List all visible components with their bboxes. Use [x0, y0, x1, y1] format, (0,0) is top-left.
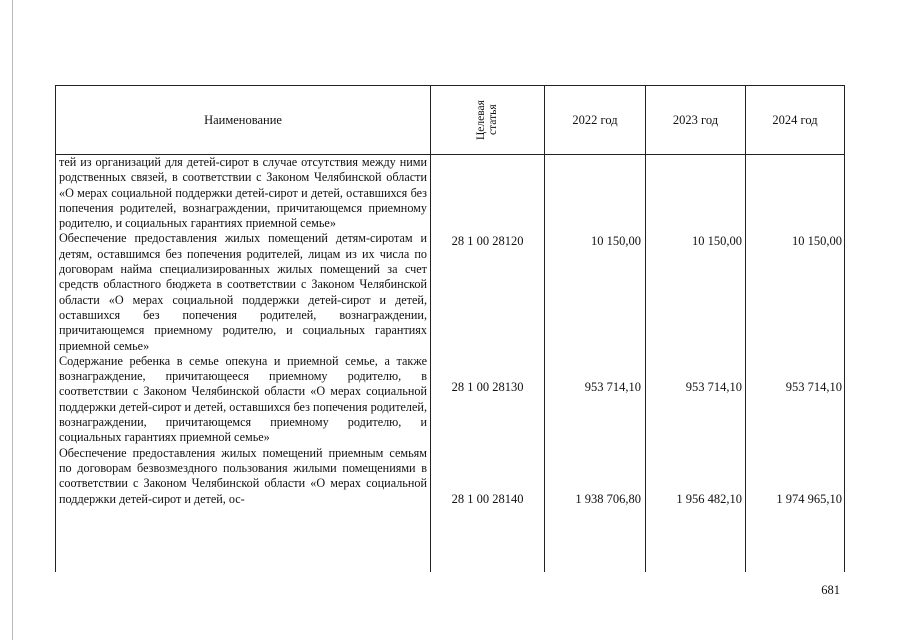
budget-table	[55, 85, 845, 572]
header-2022-label: 2022 год	[572, 112, 618, 127]
header-code-label: Целевая статья	[474, 100, 499, 140]
page-number: 681	[821, 583, 840, 597]
row-1-2022: 10 150,00	[591, 234, 641, 248]
row-3-code: 28 1 00 28140	[451, 492, 524, 506]
row-1-code: 28 1 00 28120	[451, 234, 524, 248]
header-2022	[545, 86, 645, 154]
header-2023	[646, 86, 745, 154]
row-3-2023: 1 956 482,10	[676, 492, 742, 506]
row-1-2024: 10 150,00	[792, 234, 842, 248]
row-2-code: 28 1 00 28130	[451, 380, 524, 394]
scan-left-edge	[12, 0, 13, 640]
row-2-2024: 953 714,10	[785, 380, 842, 394]
name-column-text: тей из организаций для детей-сирот в случае отсутствия между ними родственных связей, в соответствии с Законом Челябинской области «О мерах социальной поддержки детей-сирот и детей, оставшихся без попечения родителей, вознаграждении, причитающемся приемному родителю, и социальных гарантиях приемной семье» Обеспечение предоставления жилых помещений детям-сиротам и детям, оставшимся без попечения родителей, лицам из их числа по договорам найма специализированных жилых помещений за счет средств областного бюджета в соответствии с Законом Челябинской области «О мерах социальной поддержки детей-сирот и детей, оставшихся без попечения родителей, вознаграждении, причитающемся приемному родителю, и социальных гарантиях приемной семье» Содержание ребенка в семье опекуна и приемной семье, а также вознаграждение, причитающееся приемному родителю, в соответствии с Законом Челябинской области «О мерах социальной поддержки детей-сирот и детей, оставшихся без попечения родителей, вознаграждении, причитающемся приемному родителю, и социальных гарантиях приемной семье» Обеспечение предоставления жилых помещений приемным семьям по договорам безвозмездного пользования жилыми помещениями в соответствии с Законом Челябинской области «О мерах социальной поддержки детей-сирот и детей, ос-	[59, 155, 427, 506]
header-2024-label: 2024 год	[772, 112, 818, 127]
header-name	[56, 86, 430, 154]
header-name-label: Наименование	[204, 112, 282, 127]
header-2024	[746, 86, 844, 154]
header-2023-label: 2023 год	[672, 112, 719, 127]
header-code	[431, 86, 544, 154]
row-3-2024: 1 974 965,10	[776, 492, 842, 506]
row-3-2022: 1 938 706,80	[575, 492, 641, 506]
row-2-2022: 953 714,10	[584, 380, 641, 394]
row-1-2023: 10 150,00	[692, 234, 742, 248]
row-2-2023: 953 714,10	[685, 380, 742, 394]
